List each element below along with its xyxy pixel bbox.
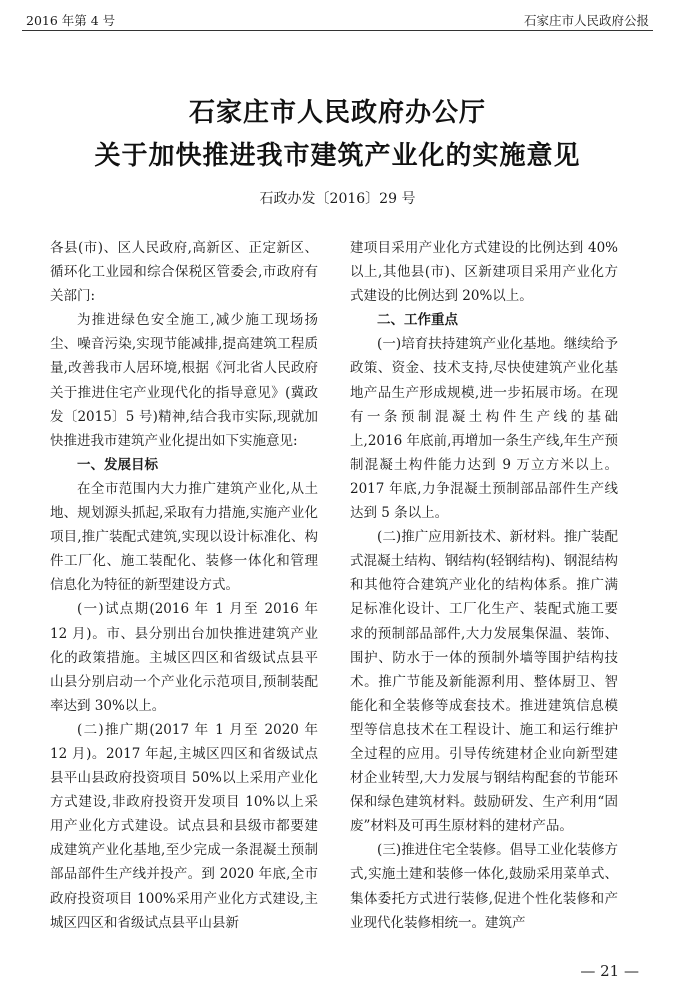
work-item-1-label: (一)培育扶持建筑产业化基地。 xyxy=(377,336,564,353)
document-number: 石政办发〔2016〕29 号 xyxy=(259,191,416,207)
page-number: — 21 — xyxy=(580,962,639,980)
page-header xyxy=(22,8,653,31)
intro-paragraph: 为推进绿色安全施工,减少施工现场扬尘、噪音污染,实现节能减排,提高建筑工程质量,改善我市人居环境,根据《河北省人民政府关于推进住宅产业现代化的指导意见》(冀政发〔2015〕5 号)精神,结合我市实际,现就加快推进我市建筑产业化提出如下实施意见: xyxy=(50,312,318,449)
trial-period-paragraph xyxy=(50,597,318,717)
heading-goals: 一、发展目标 xyxy=(77,456,158,473)
work-item-3-label: (三)推进住宅全装修。 xyxy=(377,842,510,859)
right-column xyxy=(350,236,618,935)
continued-paragraph: 建项目采用产业化方式建设的比例达到 40%以上,其他县(市)、区新建项目采用产业化方式建设的比例达到 20%以上。 xyxy=(350,240,618,305)
work-item-2-label: (二)推广应用新技术、新材料。 xyxy=(377,529,564,546)
salutation: 各县(市)、区人民政府,高新区、正定新区、循环化工业园和综合保税区管委会,市政府有关部门: xyxy=(50,240,318,305)
work-item-3-text: 倡导工业化装修方式,实施土建和装修一体化,鼓励采用菜单式、集体委托方式进行装修,促进个性化装修和产业现代化装修相统一。建筑产 xyxy=(350,842,618,931)
work-item-2-text: 推广装配式混凝土结构、钢结构(轻钢结构)、钢混结构和其他符合建筑产业化的结构体系。推广满足标准化设计、工厂化生产、装配式施工要求的预制部品部件,大力发展集保温、装饰、围护、防水于一体的预制外墙等围护结构技术。推广节能及新能源利用、整体厨卫、智能化和全装修等成套技术。推进建筑信息模型等信息技术在工程设计、施工和运行维护全过程的应用。引导传统建材企业向新型建材企业转型,大力发展与钢结构配套的节能环保和绿色建筑材料。鼓励研发、生产利用“固废”材料及可再生原材料的建材产品。 xyxy=(350,529,618,835)
left-column xyxy=(50,236,318,935)
promotion-period-paragraph xyxy=(50,718,318,935)
promotion-period-text: 2017 年起,主城区四区和省级试点县平山县政府投资项目 50%以上采用产业化方式建设,非政府投资开发项目 10%以上采用产业化方式建设。试点县和县级市都要建成建筑产业化基地,至少完成一条混凝土预制部品部件生产线并投产。到 2020 年底,全市政府投资项目 100%采用产业化方式建设,主城区四区和省级试点县平山县新 xyxy=(50,745,318,931)
journal-name: 石家庄市人民政府公报 xyxy=(523,13,649,28)
title-line-2: 关于加快推进我市建筑产业化的实施意见 xyxy=(94,141,581,171)
work-item-1-text: 继续给予政策、资金、技术支持,尽快使建筑产业化基地产品生产形成规模,进一步拓展市场。在现有一条预制混凝土构件生产线的基础上,2016 年底前,再增加一条生产线,年生产预制混凝土构件能力达到 9 万立方米以上。2017 年底,力争混凝土预制部品部件生产线达到 5 条以上。 xyxy=(350,336,618,522)
trial-period-text: 市、县分别出台加快推进建筑产业化的政策措施。主城区四区和省级试点县平山县分别启动一个产业化示范项目,预制装配率达到 30%以上。 xyxy=(50,625,318,714)
work-item-2 xyxy=(350,525,618,838)
goal-paragraph: 在全市范围内大力推广建筑产业化,从土地、规划源头抓起,采取有力措施,实施产业化项目,推广装配式建筑,实现以设计标准化、构件工厂化、施工装配化、装修一体化和管理信息化为特征的新型建设方式。 xyxy=(50,480,318,594)
heading-key-work: 二、工作重点 xyxy=(377,312,458,329)
trial-period-label: (一)试点期(2016 年 1 月至 2016 年 12 月)。 xyxy=(50,601,318,642)
promotion-period-label: (二)推广期(2017 年 1 月至 2020 年 12 月)。 xyxy=(50,721,318,762)
work-item-3 xyxy=(350,838,618,934)
title-line-1: 石家庄市人民政府办公厅 xyxy=(188,98,486,128)
work-item-1 xyxy=(350,332,618,525)
issue-label: 2016 年第 4 号 xyxy=(26,13,116,28)
